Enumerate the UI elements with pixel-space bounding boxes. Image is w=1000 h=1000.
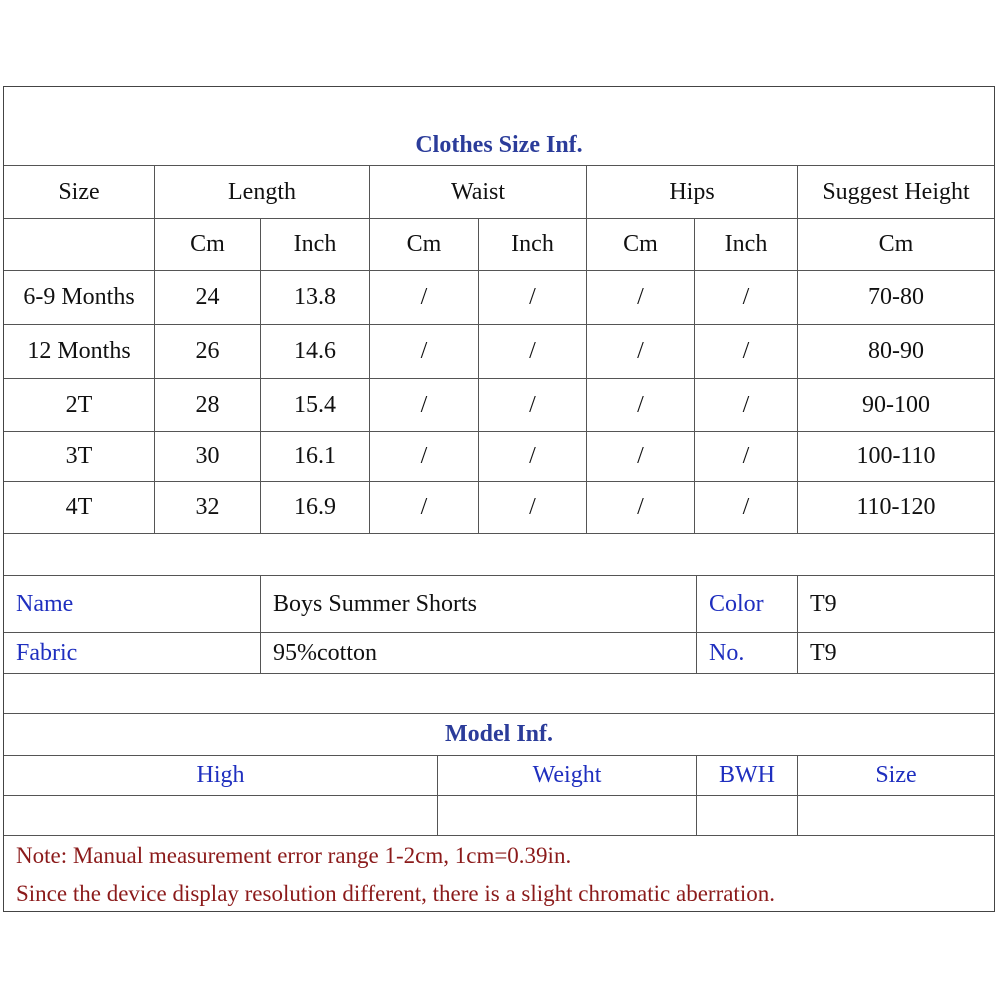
row-length-inch: 16.1 (260, 432, 369, 481)
subheader-length-cm: Cm (154, 219, 260, 270)
header-hips: Hips (586, 166, 797, 218)
model-title-band (4, 714, 994, 756)
row-waist-cm: / (369, 271, 478, 324)
row-hips-cm: / (586, 271, 694, 324)
header-suggest-height: Suggest Height (797, 166, 994, 218)
subheader-waist-inch: Inch (478, 219, 586, 270)
spacer-band (4, 674, 994, 714)
row-size: 6-9 Months (23, 284, 135, 310)
size-chart-sheet (3, 86, 995, 912)
product-fabric-row (4, 633, 994, 674)
row-length-inch: 15.4 (260, 379, 369, 431)
row-size: 3T (65, 443, 93, 469)
subheader-hips-inch: Inch (694, 219, 797, 270)
note-line-2: Since the device display resolution different, there is a slight chromatic aberration. (16, 881, 775, 906)
model-header-row (4, 756, 994, 796)
row-hips-inch: / (694, 379, 797, 431)
row-height-cm: 110-120 (797, 482, 994, 533)
size-table-subheader-row (4, 219, 994, 271)
subheader-waist-cm: Cm (369, 219, 478, 270)
color-value: T9 (797, 576, 994, 632)
product-name-row (4, 576, 994, 633)
row-waist-cm: / (369, 379, 478, 431)
subheader-hips-cm: Cm (586, 219, 694, 270)
model-value-row (4, 796, 994, 836)
subheader-length-inch: Inch (260, 219, 369, 270)
row-length-inch: 13.8 (260, 271, 369, 324)
fabric-value: 95%cotton (260, 633, 696, 673)
row-length-cm: 24 (154, 271, 260, 324)
model-size-value (797, 796, 994, 835)
row-hips-inch: / (694, 432, 797, 481)
model-weight-value (437, 796, 696, 835)
row-length-inch: 14.6 (260, 325, 369, 378)
row-length-cm: 30 (154, 432, 260, 481)
header-length: Length (154, 166, 369, 218)
no-value: T9 (797, 633, 994, 673)
row-waist-cm: / (369, 482, 478, 533)
model-high-header: High (196, 762, 245, 788)
row-height-cm: 90-100 (797, 379, 994, 431)
row-size: 2T (65, 391, 93, 418)
size-table-title-band (4, 87, 994, 166)
row-size: 12 Months (27, 338, 131, 364)
size-table-title: Clothes Size Inf. (415, 131, 583, 158)
row-length-cm: 32 (154, 482, 260, 533)
row-hips-inch: / (694, 325, 797, 378)
name-label: Name (16, 590, 74, 617)
subheader-height-cm: Cm (797, 219, 994, 270)
row-hips-cm: / (586, 379, 694, 431)
row-waist-inch: / (478, 482, 586, 533)
row-hips-cm: / (586, 482, 694, 533)
header-size: Size (58, 178, 100, 205)
row-length-cm: 26 (154, 325, 260, 378)
row-hips-cm: / (586, 432, 694, 481)
row-height-cm: 70-80 (797, 271, 994, 324)
row-waist-inch: / (478, 432, 586, 481)
row-size: 4T (65, 494, 93, 520)
table-row (4, 482, 994, 534)
model-high-value (4, 796, 437, 835)
header-waist: Waist (369, 166, 586, 218)
row-length-cm: 28 (154, 379, 260, 431)
model-title: Model Inf. (445, 721, 553, 747)
row-hips-inch: / (694, 482, 797, 533)
row-hips-cm: / (586, 325, 694, 378)
row-hips-inch: / (694, 271, 797, 324)
size-table-header-row (4, 166, 994, 219)
row-waist-inch: / (478, 271, 586, 324)
model-bwh-value (696, 796, 797, 835)
model-bwh-header: BWH (696, 756, 797, 795)
row-height-cm: 80-90 (797, 325, 994, 378)
model-size-header: Size (797, 756, 994, 795)
row-waist-cm: / (369, 432, 478, 481)
row-waist-inch: / (478, 379, 586, 431)
row-waist-cm: / (369, 325, 478, 378)
color-label: Color (696, 576, 797, 632)
name-value: Boys Summer Shorts (260, 576, 696, 632)
row-height-cm: 100-110 (797, 432, 994, 481)
subheader-empty (4, 219, 154, 270)
table-row (4, 325, 994, 379)
model-weight-header: Weight (437, 756, 696, 795)
row-length-inch: 16.9 (260, 482, 369, 533)
row-waist-inch: / (478, 325, 586, 378)
no-label: No. (696, 633, 797, 673)
table-row (4, 379, 994, 432)
spacer-band (4, 534, 994, 576)
table-row (4, 432, 994, 482)
note-line-1: Note: Manual measurement error range 1-2cm, 1cm=0.39in. (16, 843, 572, 868)
table-row (4, 271, 994, 325)
fabric-label: Fabric (16, 639, 78, 666)
